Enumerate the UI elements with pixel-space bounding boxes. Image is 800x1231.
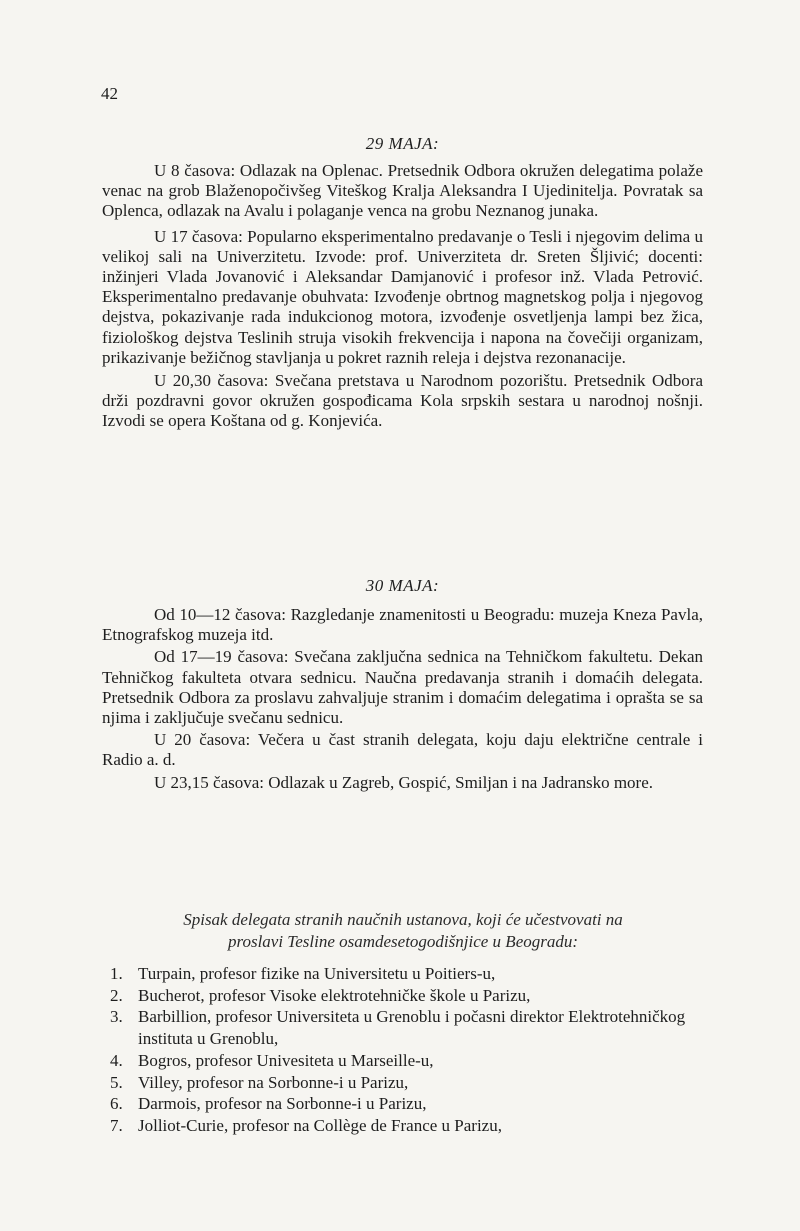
intro-line: proslavi Tesline osamdesetogodišnjice u Beogradu: [227, 932, 579, 951]
intro-line: Spisak delegata stranih naučnih ustanova, koji će učestvovati na [183, 910, 623, 929]
item-text: Villey, profesor na Sorbonne-i u Parizu, [138, 1072, 409, 1092]
delegate-list [110, 963, 710, 1137]
section-heading-may-29: 29 MAJA: [365, 134, 440, 153]
item-text: Darmois, profesor na Sorbonne-i u Parizu, [138, 1094, 427, 1114]
item-number: 1. [110, 964, 123, 983]
section-may-29-body [102, 161, 703, 432]
item-number: 5. [110, 1072, 123, 1092]
item-text: Bucherot, profesor Visoke elektrotehničke škole u Parizu, [138, 985, 531, 1005]
list-item [110, 1093, 710, 1115]
paragraph: U 20 časova: Večera u čast stranih delegata, koju daju električne centrale i Radio a. d. [102, 730, 703, 770]
list-item [110, 1072, 710, 1094]
item-text: Turpain, profesor fizike na Universitetu u Poitiers-u, [138, 964, 496, 983]
delegate-list-intro [98, 909, 708, 953]
page-number: 42 [101, 84, 118, 103]
item-text: Bogros, profesor Univesiteta u Marseille-u, [138, 1050, 434, 1070]
list-item [110, 1115, 710, 1137]
item-text: Barbillion, profesor Universiteta u Grenoblu i počasni direktor Elektrotehničkog instituta u Grenoblu, [138, 1007, 686, 1049]
item-number: 6. [110, 1094, 123, 1114]
paragraph: U 23,15 časova: Odlazak u Zagreb, Gospić, Smiljan i na Jadransko more. [154, 772, 654, 792]
paragraph: Od 17—19 časova: Svečana zaključna sednica na Tehničkom fakultetu. Dekan Tehničkog fakulteta otvara sednicu. Naučna predavanja stranih i domaćih delegata. Pretsednik Odbora za proslavu zahvaljuje stranim i domaćim delegatima i oprašta se sa njima i zaključuje svečanu sednicu. [102, 647, 703, 728]
list-item [110, 963, 710, 985]
item-number: 2. [110, 985, 123, 1005]
list-item [110, 1006, 710, 1049]
item-text: Jolliot-Curie, profesor na Collège de France u Parizu, [138, 1115, 502, 1135]
paragraph: U 17 časova: Popularno eksperimentalno predavanje o Tesli i njegovim delima u velikoj sali na Univerzitetu. Izvode: prof. Univerziteta dr. Sreten Šljivić; docenti: inžinjeri Vlada Jovanović i Aleksandar Damjanović i profesor inž. Vlada Petrović. Eksperimentalno predavanje obuhvata: Izvođenje obrtnog magnetskog polja i njegovog dejstva, pokazivanje rada indukcionog motora, izvođenje osvetljenja lampi bez žica, fiziološkog dejstva Teslinih struja visokih frekvencija i napona na čovečiji organizam, prikazivanje bežičnog stavljanja u pokret raznih releja i dejstva rezonanacije. [102, 226, 703, 367]
item-number: 3. [110, 1007, 123, 1027]
item-number: 4. [110, 1050, 123, 1070]
paragraph: U 8 časova: Odlazak na Oplenac. Pretsednik Odbora okružen delegatima polaže venac na grob Blaženopočivšeg Viteškog Kralja Aleksandra I Ujedinitelja. Povratak sa Oplenca, odlazak na Avalu i polaganje venca na grobu Neznanog junaka. [102, 161, 703, 221]
section-heading-may-30: 30 MAJA: [365, 576, 440, 595]
item-number: 7. [110, 1115, 123, 1135]
paragraph: Od 10—12 časova: Razgledanje znamenitosti u Beogradu: muzeja Kneza Pavla, Etnografskog muzeja itd. [102, 605, 703, 645]
list-item [110, 1050, 710, 1072]
list-item [110, 985, 710, 1007]
paragraph: U 20,30 časova: Svečana pretstava u Narodnom pozorištu. Pretsednik Odbora drži pozdravni govor okružen gospođicama Kola srpskih sestara u narodnoj nošnji. Izvodi se opera Koštana od g. Konjevića. [102, 371, 703, 431]
section-may-30-body [102, 605, 703, 793]
